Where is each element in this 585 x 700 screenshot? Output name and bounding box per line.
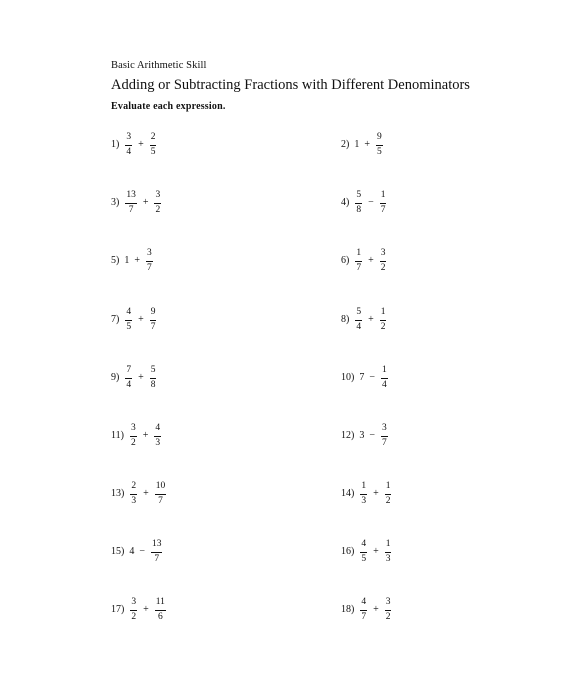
numerator: 3 [385, 598, 392, 611]
fraction [125, 366, 132, 390]
problem-number: 4) [341, 197, 350, 208]
fraction [155, 482, 167, 506]
problem-number: 14) [341, 488, 355, 499]
fraction [385, 598, 392, 622]
denominator: 2 [385, 495, 391, 506]
numerator: 3 [154, 191, 161, 204]
denominator: 4 [381, 379, 387, 390]
fraction [150, 366, 157, 390]
numerator: 7 [125, 366, 132, 379]
operator: − [368, 197, 374, 208]
operator: + [373, 604, 379, 615]
numerator: 1 [380, 308, 387, 321]
numerator: 3 [130, 598, 137, 611]
whole-number: 3 [359, 430, 365, 441]
whole-number: 1 [124, 255, 130, 266]
problem-number: 9) [111, 372, 120, 383]
fraction [150, 308, 157, 332]
instructions: Evaluate each expression. [111, 101, 226, 112]
denominator: 5 [376, 146, 382, 157]
denominator: 5 [361, 553, 367, 564]
problem-number: 2) [341, 139, 350, 150]
skill-label: Basic Arithmetic Skill [111, 60, 207, 71]
fraction [376, 133, 383, 157]
fraction [155, 598, 166, 622]
problem-number: 3) [111, 197, 120, 208]
fraction [130, 482, 137, 506]
denominator: 6 [157, 611, 163, 622]
problem-number: 18) [341, 604, 355, 615]
fraction [130, 424, 137, 448]
operator: + [368, 314, 374, 325]
problem-number: 11) [111, 430, 124, 441]
whole-number: 4 [129, 546, 135, 557]
fraction [360, 598, 367, 622]
fraction [154, 424, 161, 448]
denominator: 4 [126, 379, 132, 390]
numerator: 1 [381, 366, 388, 379]
problem-number: 13) [111, 488, 125, 499]
problem-number: 5) [111, 255, 120, 266]
denominator: 3 [361, 495, 367, 506]
problem-number: 10) [341, 372, 355, 383]
operator: + [364, 139, 370, 150]
denominator: 2 [155, 204, 161, 215]
denominator: 2 [380, 321, 386, 332]
denominator: 7 [150, 321, 156, 332]
problem-number: 6) [341, 255, 350, 266]
problem-number: 8) [341, 314, 350, 325]
fraction [151, 540, 163, 564]
numerator: 9 [376, 133, 383, 146]
denominator: 8 [150, 379, 156, 390]
problem-17 [111, 598, 168, 622]
problem-number: 16) [341, 546, 355, 557]
problem-18 [341, 598, 393, 622]
problem-10 [341, 366, 390, 390]
operator: + [134, 255, 140, 266]
fraction [125, 191, 137, 215]
numerator: 2 [150, 133, 157, 146]
numerator: 3 [130, 424, 137, 437]
problem-2 [341, 133, 385, 157]
numerator: 13 [125, 191, 137, 204]
numerator: 3 [125, 133, 132, 146]
fraction [125, 133, 132, 157]
fraction [380, 308, 387, 332]
numerator: 1 [385, 482, 392, 495]
numerator: 4 [154, 424, 161, 437]
problem-number: 1) [111, 139, 120, 150]
denominator: 7 [356, 262, 362, 273]
numerator: 1 [360, 482, 367, 495]
numerator: 5 [150, 366, 157, 379]
numerator: 3 [380, 249, 387, 262]
denominator: 8 [356, 204, 362, 215]
denominator: 7 [154, 553, 160, 564]
fraction [146, 249, 153, 273]
fraction [355, 308, 362, 332]
numerator: 3 [146, 249, 153, 262]
operator: + [138, 139, 144, 150]
whole-number: 1 [354, 139, 360, 150]
numerator: 1 [385, 540, 392, 553]
denominator: 2 [131, 611, 137, 622]
denominator: 2 [130, 437, 136, 448]
operator: + [373, 546, 379, 557]
fraction [355, 191, 362, 215]
denominator: 4 [126, 146, 132, 157]
numerator: 10 [155, 482, 167, 495]
numerator: 5 [355, 308, 362, 321]
fraction [380, 249, 387, 273]
operator: + [373, 488, 379, 499]
numerator: 2 [130, 482, 137, 495]
fraction [385, 540, 392, 564]
denominator: 2 [385, 611, 391, 622]
problem-16 [341, 540, 393, 564]
denominator: 7 [361, 611, 367, 622]
numerator: 4 [125, 308, 132, 321]
problem-9 [111, 366, 158, 390]
denominator: 5 [150, 146, 156, 157]
worksheet-title: Adding or Subtracting Fractions with Different Denominators [111, 77, 470, 93]
denominator: 7 [381, 437, 387, 448]
fraction [381, 424, 388, 448]
operator: + [143, 488, 149, 499]
operator: + [368, 255, 374, 266]
denominator: 7 [128, 204, 134, 215]
fraction [380, 191, 387, 215]
fraction [381, 366, 388, 390]
problem-number: 15) [111, 546, 125, 557]
operator: + [138, 314, 144, 325]
operator: − [139, 546, 145, 557]
denominator: 7 [158, 495, 163, 506]
problem-11 [111, 424, 163, 448]
problem-number: 12) [341, 430, 355, 441]
denominator: 5 [126, 321, 132, 332]
fraction [154, 191, 161, 215]
denominator: 2 [380, 262, 386, 273]
fraction [360, 540, 367, 564]
numerator: 3 [381, 424, 388, 437]
fraction [130, 598, 137, 622]
problem-7 [111, 308, 158, 332]
numerator: 1 [355, 249, 362, 262]
operator: + [138, 372, 144, 383]
problem-1 [111, 133, 158, 157]
problem-6 [341, 249, 388, 273]
numerator: 9 [150, 308, 157, 321]
problem-14 [341, 482, 393, 506]
denominator: 3 [155, 437, 161, 448]
denominator: 3 [131, 495, 137, 506]
problem-8 [341, 308, 388, 332]
fraction [125, 308, 132, 332]
fraction [360, 482, 367, 506]
numerator: 4 [360, 598, 367, 611]
numerator: 1 [380, 191, 387, 204]
problem-12 [341, 424, 390, 448]
problem-13 [111, 482, 168, 506]
operator: − [369, 430, 375, 441]
operator: + [142, 430, 149, 441]
operator: + [142, 197, 149, 208]
operator: − [369, 372, 375, 383]
problem-3 [111, 191, 163, 215]
problem-number: 17) [111, 604, 125, 615]
problem-4 [341, 191, 388, 215]
denominator: 7 [380, 204, 386, 215]
fraction [150, 133, 157, 157]
numerator: 5 [355, 191, 362, 204]
numerator: 11 [155, 598, 166, 611]
denominator: 3 [385, 553, 391, 564]
fraction [355, 249, 362, 273]
problem-number: 7) [111, 314, 120, 325]
problem-5 [111, 249, 155, 273]
whole-number: 7 [359, 372, 365, 383]
denominator: 7 [146, 262, 152, 273]
fraction [385, 482, 392, 506]
problem-15 [111, 540, 164, 564]
numerator: 13 [151, 540, 163, 553]
operator: + [143, 604, 149, 615]
numerator: 4 [360, 540, 367, 553]
denominator: 4 [356, 321, 362, 332]
